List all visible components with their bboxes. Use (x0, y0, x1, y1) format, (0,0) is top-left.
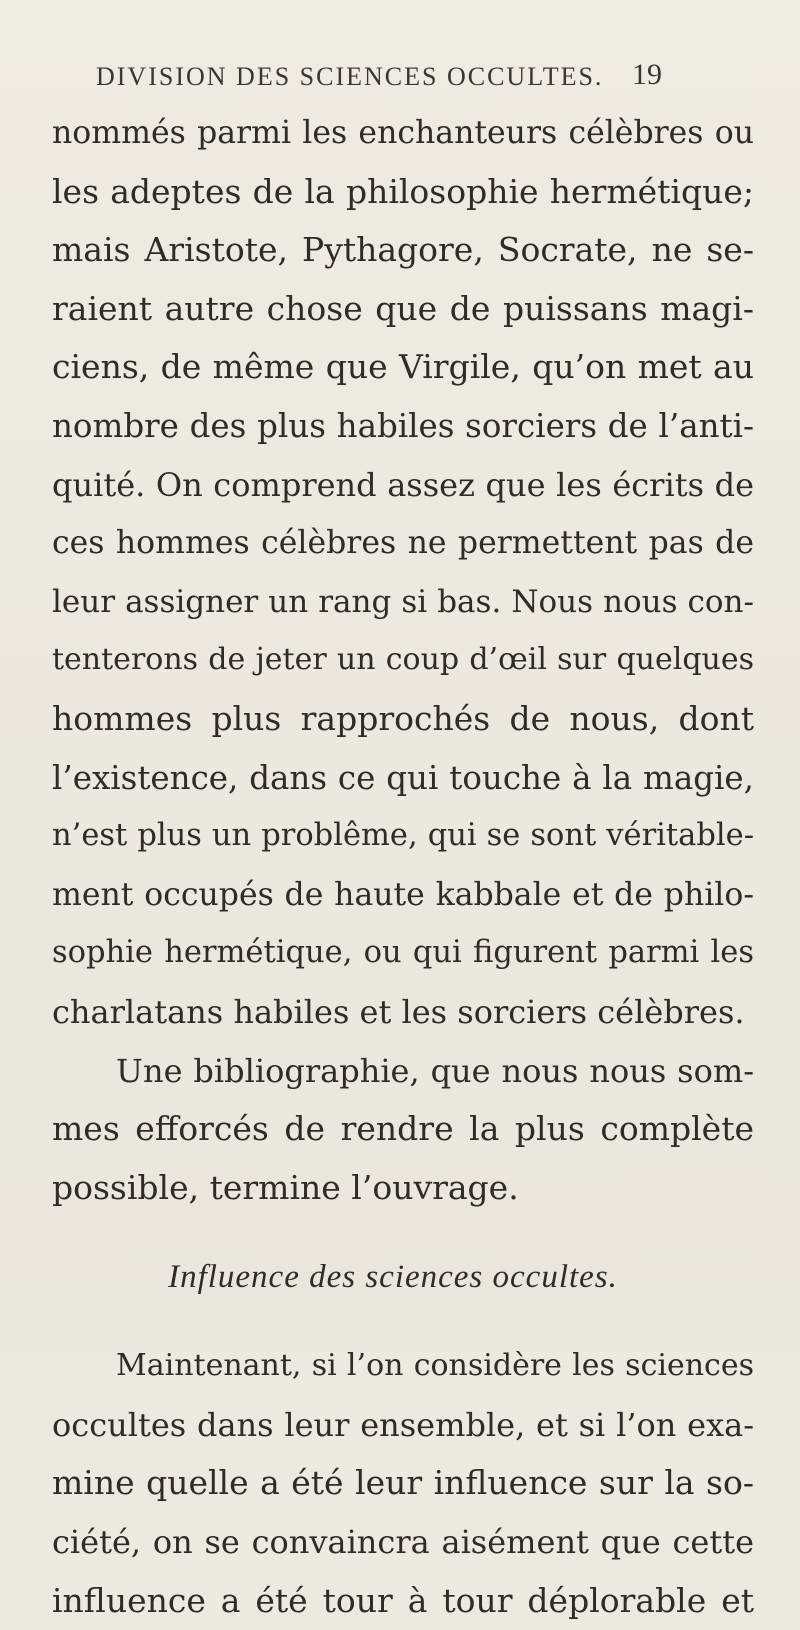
text-line: tenterons de jeter un coup d’œil sur quelques (52, 642, 754, 678)
text-line: l’existence, dans ce qui touche à la magie, (52, 758, 754, 797)
text-line: occultes dans leur ensemble, et si l’on exa- (52, 1405, 754, 1444)
paragraph (52, 104, 754, 1042)
text-line: ciens, de même que Virgile, qu’on met au (52, 347, 754, 387)
text-line: charlatans habiles et les sorciers célèbres. (52, 992, 745, 1031)
text-line: mine quelle a été leur influence sur la so- (52, 1463, 754, 1503)
text-line: hommes plus rapprochés de nous, dont (52, 698, 754, 738)
running-head (96, 58, 662, 102)
text-line: ciété, on se convaincra aisément que cette (52, 1523, 754, 1562)
text-line: quité. On comprend assez que les écrits de (52, 465, 754, 504)
paragraph (52, 1042, 754, 1218)
text-line: ment occupés de haute kabbale et de philo- (52, 876, 754, 913)
text-line: nombre des plus habiles sorciers de l’anti- (52, 406, 754, 445)
text-line: nommés parmi les enchanteurs célèbres ou (52, 115, 754, 151)
text-line: leur assigner un rang si bas. Nous nous con- (52, 583, 754, 620)
section-heading: Influence des sciences occultes. (168, 1259, 618, 1296)
text-line: possible, termine l’ouvrage. (52, 1167, 519, 1207)
text-line: influence a été tour à tour déplorable et (52, 1580, 754, 1620)
text-line: mais Aristote, Pythagore, Socrate, ne se- (52, 230, 754, 270)
paragraph (52, 1337, 754, 1630)
text-line: les adeptes de la philosophie hermétique; (52, 171, 754, 211)
body-text (52, 104, 754, 1630)
text-line: Maintenant, si l’on considère les sciences (116, 1348, 754, 1384)
running-head-title: DIVISION DES SCIENCES OCCULTES. (96, 62, 604, 91)
page-number: 19 (632, 58, 662, 91)
text-line: Une bibliographie, que nous nous som- (116, 1051, 754, 1090)
text-line: ces hommes célèbres ne permettent pas de (52, 525, 754, 562)
text-line: mes efforcés de rendre la plus complète (52, 1109, 754, 1149)
text-line: sophie hermétique, ou qui figurent parmi les (52, 935, 754, 971)
text-line: raient autre chose que de puissans magi- (52, 288, 754, 328)
text-line: n’est plus un problême, qui se sont véritable- (52, 818, 754, 854)
